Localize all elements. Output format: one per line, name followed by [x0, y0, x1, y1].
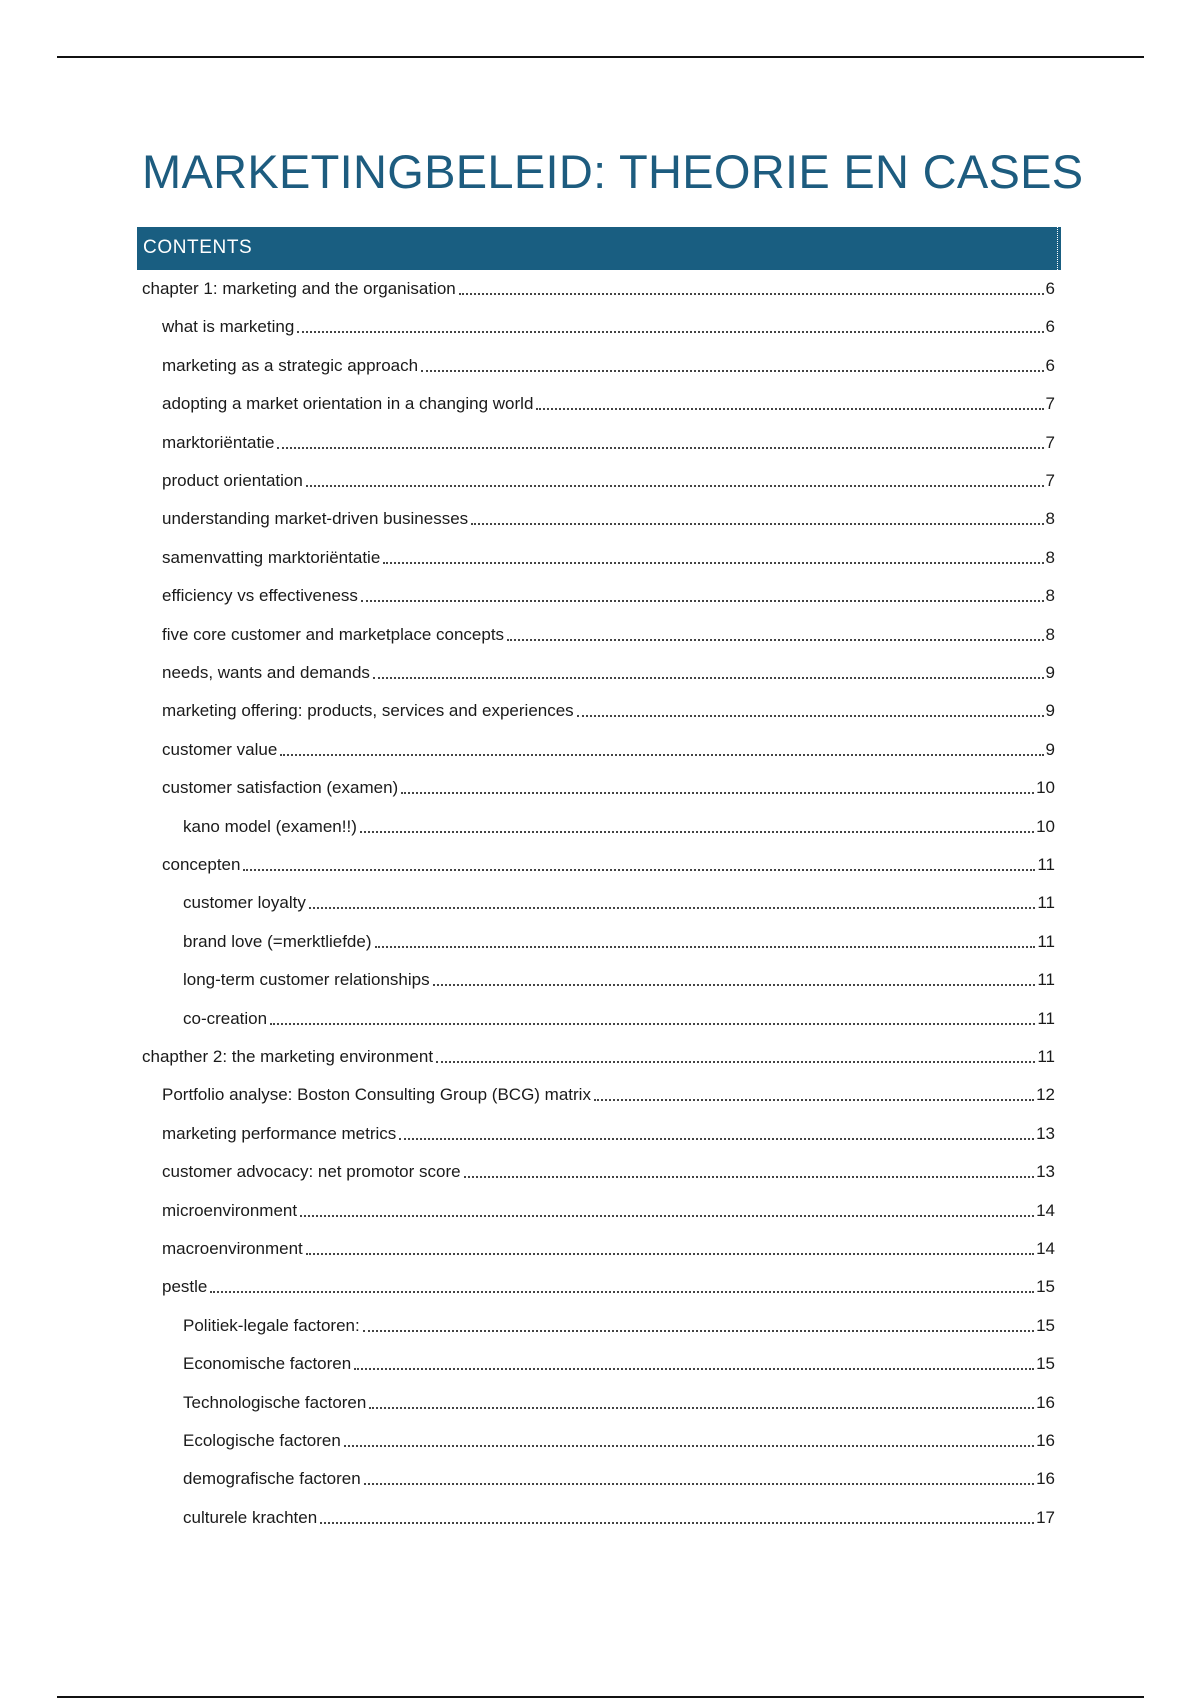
- toc-dot-leader: [373, 677, 1044, 679]
- toc-entry[interactable]: [183, 1503, 1055, 1529]
- toc-dot-leader: [277, 447, 1043, 449]
- toc-entry-title: marketing as a strategic approach: [162, 356, 419, 375]
- toc-entry-title: customer advocacy: net promotor score: [162, 1162, 461, 1181]
- toc-entry-title: understanding market-driven businesses: [162, 509, 469, 528]
- toc-entry-title: long-term customer relationships: [183, 970, 430, 989]
- toc-page-number: 16: [1036, 1393, 1055, 1412]
- toc-entry-title: marketing performance metrics: [162, 1124, 397, 1143]
- toc-entry-title: customer satisfaction (examen): [162, 778, 399, 797]
- toc-entry-title: marketing offering: products, services and experiences: [162, 701, 574, 720]
- toc-entry-title: five core customer and marketplace concepts: [162, 625, 505, 644]
- toc-entry[interactable]: [142, 274, 1055, 300]
- toc-entry[interactable]: [162, 581, 1055, 607]
- toc-entry-title: concepten: [162, 855, 241, 874]
- toc-entry[interactable]: [183, 1349, 1055, 1375]
- toc-dot-leader: [536, 408, 1043, 410]
- toc-entry-title: Ecologische factoren: [183, 1431, 341, 1450]
- toc-dot-leader: [243, 869, 1035, 871]
- toc-entry[interactable]: [183, 927, 1055, 953]
- footer-rule: [57, 1696, 1144, 1698]
- toc-dot-leader: [577, 715, 1044, 717]
- toc-entry-title: what is marketing: [162, 317, 295, 336]
- toc-dot-leader: [280, 754, 1043, 756]
- toc-entry[interactable]: [162, 1119, 1055, 1145]
- toc-dot-leader: [383, 562, 1043, 564]
- toc-dot-leader: [270, 1023, 1035, 1025]
- toc-dot-leader: [306, 1253, 1034, 1255]
- toc-page-number: 8: [1045, 509, 1055, 528]
- toc-entry[interactable]: [162, 1080, 1055, 1106]
- toc-page-number: 12: [1036, 1085, 1055, 1104]
- toc-page-number: 17: [1036, 1508, 1055, 1527]
- toc-page-number: 13: [1036, 1124, 1055, 1143]
- toc-entry-title: customer value: [162, 740, 278, 759]
- toc-page-number: 7: [1045, 433, 1055, 452]
- toc-entry-title: efficiency vs effectiveness: [162, 586, 358, 605]
- toc-entry-title: chapther 2: the marketing environment: [142, 1047, 434, 1066]
- toc-page-number: 9: [1045, 740, 1055, 759]
- toc-page-number: 11: [1037, 1009, 1055, 1028]
- toc-dot-leader: [210, 1291, 1034, 1293]
- toc-entry-title: Politiek-legale factoren:: [183, 1316, 360, 1335]
- toc-page-number: 16: [1036, 1431, 1055, 1450]
- toc-dot-leader: [363, 1330, 1034, 1332]
- toc-entry[interactable]: [162, 389, 1055, 415]
- toc-dot-leader: [306, 485, 1044, 487]
- toc-entry[interactable]: [183, 1004, 1055, 1030]
- toc-entry-title: microenvironment: [162, 1201, 298, 1220]
- toc-entry[interactable]: [162, 504, 1055, 530]
- toc-dot-leader: [364, 1483, 1034, 1485]
- toc-dot-leader: [354, 1368, 1034, 1370]
- toc-entry[interactable]: [162, 466, 1055, 492]
- toc-entry[interactable]: [183, 888, 1055, 914]
- toc-entry-title: marktoriëntatie: [162, 433, 275, 452]
- toc-entry-title: brand love (=merktliefde): [183, 932, 372, 951]
- toc-entry[interactable]: [183, 1388, 1055, 1414]
- toc-dot-leader: [300, 1215, 1034, 1217]
- toc-dot-leader: [421, 370, 1043, 372]
- toc-dot-leader: [464, 1176, 1035, 1178]
- toc-entry[interactable]: [162, 428, 1055, 454]
- toc-dot-leader: [361, 600, 1044, 602]
- toc-entry[interactable]: [162, 1272, 1055, 1298]
- toc-entry[interactable]: [162, 351, 1055, 377]
- toc-entry[interactable]: [183, 1464, 1055, 1490]
- toc-page-number: 6: [1045, 317, 1055, 336]
- toc-entry-title: Portfolio analyse: Boston Consulting Group (BCG) matrix: [162, 1085, 591, 1104]
- toc-page-number: 6: [1045, 356, 1055, 375]
- toc-entry-title: demografische factoren: [183, 1469, 361, 1488]
- toc-entry-title: co-creation: [183, 1009, 268, 1028]
- toc-dot-leader: [471, 523, 1043, 525]
- toc-page-number: 13: [1036, 1162, 1055, 1181]
- contents-heading: CONTENTS: [143, 237, 253, 258]
- toc-dot-leader: [401, 792, 1034, 794]
- toc-entry[interactable]: [162, 850, 1055, 876]
- toc-page-number: 11: [1037, 932, 1055, 951]
- toc-dot-leader: [360, 831, 1034, 833]
- toc-page-number: 10: [1036, 778, 1055, 797]
- toc-entry-title: adopting a market orientation in a changing world: [162, 394, 534, 413]
- toc-entry[interactable]: [142, 1042, 1055, 1068]
- toc-page-number: 16: [1036, 1469, 1055, 1488]
- toc-dot-leader: [436, 1061, 1035, 1063]
- toc-dot-leader: [459, 293, 1044, 295]
- toc-page-number: 9: [1045, 663, 1055, 682]
- toc-entry-title: chapter 1: marketing and the organisation: [142, 279, 456, 298]
- toc-entry-title: culturele krachten: [183, 1508, 318, 1527]
- toc-entry[interactable]: [162, 735, 1055, 761]
- toc-page-number: 15: [1036, 1354, 1055, 1373]
- toc-entry[interactable]: [162, 543, 1055, 569]
- toc-dot-leader: [507, 639, 1043, 641]
- toc-page-number: 11: [1037, 893, 1055, 912]
- toc-entry-title: pestle: [162, 1277, 208, 1296]
- toc-entry[interactable]: [162, 658, 1055, 684]
- toc-entry-title: Technologische factoren: [183, 1393, 367, 1412]
- toc-dot-leader: [309, 907, 1036, 909]
- toc-entry-title: kano model (examen!!): [183, 817, 357, 836]
- toc-dot-leader: [433, 984, 1036, 986]
- toc-page-number: 10: [1036, 817, 1055, 836]
- toc-entry[interactable]: [183, 965, 1055, 991]
- toc-page-number: 11: [1037, 970, 1055, 989]
- toc-entry[interactable]: [162, 1196, 1055, 1222]
- toc-page-number: 14: [1036, 1239, 1055, 1258]
- toc-page-number: 6: [1045, 279, 1055, 298]
- toc-dot-leader: [594, 1099, 1034, 1101]
- toc-entry-title: Economische factoren: [183, 1354, 352, 1373]
- header-rule: [57, 56, 1144, 58]
- toc-page-number: 15: [1036, 1277, 1055, 1296]
- contents-heading-bar: [137, 227, 1064, 270]
- toc-page-number: 8: [1045, 586, 1055, 605]
- toc-page-number: 7: [1045, 394, 1055, 413]
- toc-entry-title: customer loyalty: [183, 893, 306, 912]
- toc-page-number: 14: [1036, 1201, 1055, 1220]
- toc-dot-leader: [344, 1445, 1034, 1447]
- toc-entry-title: macroenvironment: [162, 1239, 303, 1258]
- toc-entry-title: needs, wants and demands: [162, 663, 370, 682]
- toc-entry[interactable]: [162, 696, 1055, 722]
- toc-page-number: 9: [1045, 701, 1055, 720]
- toc-dot-leader: [320, 1522, 1034, 1524]
- toc-page-number: 7: [1045, 471, 1055, 490]
- toc-entry[interactable]: [162, 312, 1055, 338]
- toc-entry[interactable]: [183, 1311, 1055, 1337]
- toc-dot-leader: [399, 1138, 1034, 1140]
- toc-page-number: 15: [1036, 1316, 1055, 1335]
- toc-entry[interactable]: [162, 620, 1055, 646]
- toc-entry-title: product orientation: [162, 471, 303, 490]
- toc-dot-leader: [297, 331, 1043, 333]
- toc-page-number: 8: [1045, 625, 1055, 644]
- toc-entry-title: samenvatting marktoriëntatie: [162, 548, 381, 567]
- toc-page-number: 8: [1045, 548, 1055, 567]
- toc-page-number: 11: [1037, 855, 1055, 874]
- toc-entry[interactable]: [183, 812, 1055, 838]
- toc-entry[interactable]: [162, 1234, 1055, 1260]
- toc-entry[interactable]: [162, 773, 1055, 799]
- document-title: MARKETINGBELEID: THEORIE EN CASES: [142, 145, 1084, 198]
- toc-page-number: 11: [1037, 1047, 1055, 1066]
- toc-dot-leader: [369, 1407, 1034, 1409]
- toc-entry[interactable]: [162, 1157, 1055, 1183]
- toc-entry[interactable]: [183, 1426, 1055, 1452]
- toc-dot-leader: [375, 946, 1036, 948]
